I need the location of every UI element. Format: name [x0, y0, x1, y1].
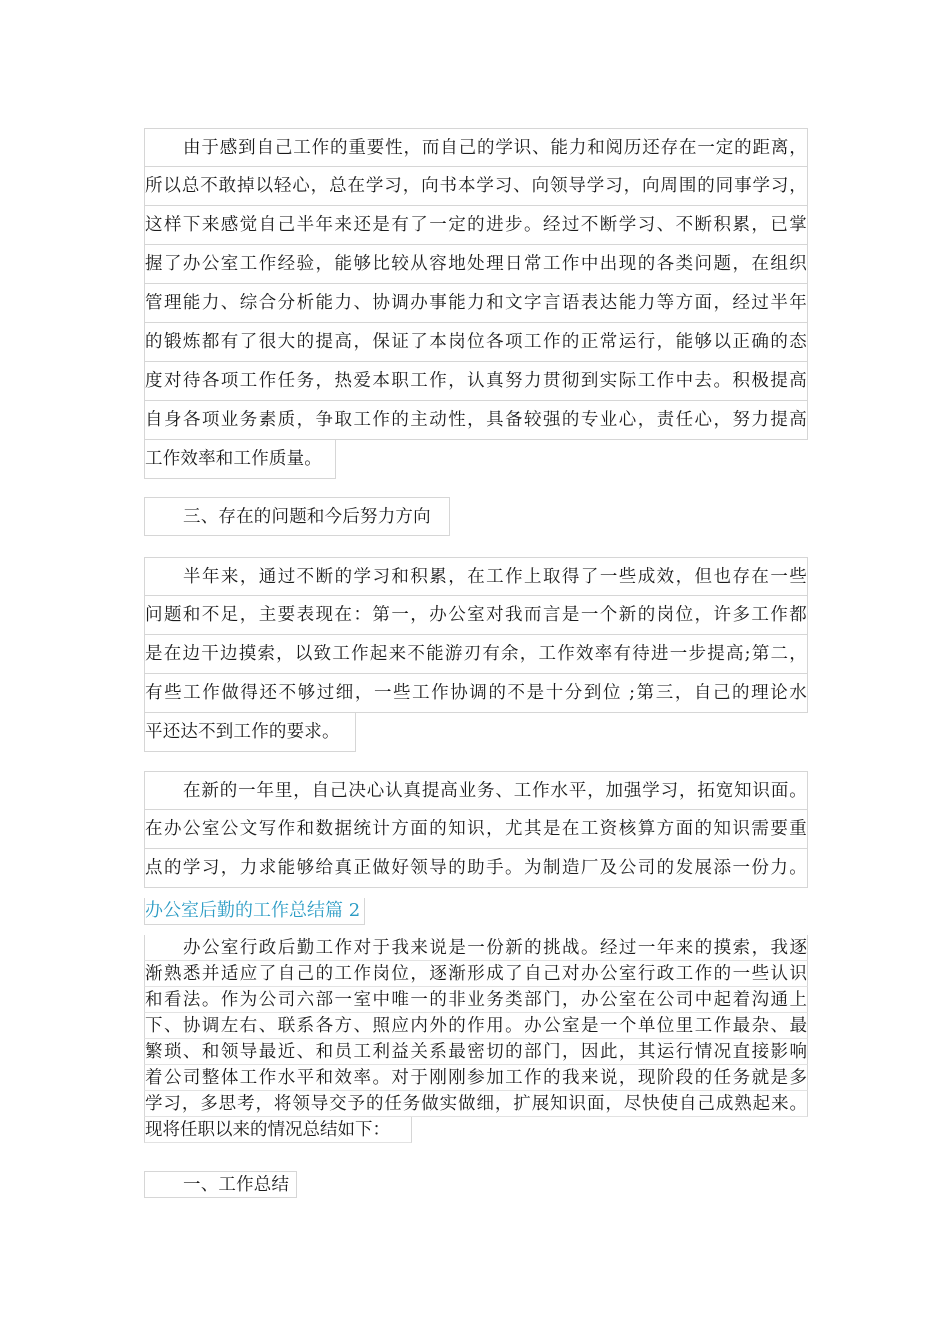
text-line: 问题和不足，主要表现在：第一，办公室对我而言是一个新的岗位，许多工作都 [144, 596, 808, 635]
text-line: 在办公室公文写作和数据统计方面的知识，尤其是在工资核算方面的知识需要重 [144, 810, 808, 849]
text-line: 办公室行政后勤工作对于我来说是一份新的挑战。经过一年来的摸索，我逐 [144, 935, 808, 961]
heading-work-summary [144, 1171, 297, 1198]
text-line: 由于感到自己工作的重要性，而自己的学识、能力和阅历还存在一定的距离， [144, 128, 808, 167]
text-line: 现将任职以来的情况总结如下： [144, 1117, 412, 1143]
text-line: 是在边干边摸索，以致工作起来不能游刃有余，工作效率有待进一步提高;第二， [144, 635, 808, 674]
section-title: 办公室后勤的工作总结篇 2 [144, 898, 365, 925]
text-line: 下、协调左右、联系各方、照应内外的作用。办公室是一个单位里工作最杂、最 [144, 1013, 808, 1039]
paragraph-problems [144, 557, 808, 752]
text-line: 点的学习，力求能够给真正做好领导的助手。为制造厂及公司的发展添一份力。 [144, 849, 808, 888]
text-line: 握了办公室工作经验，能够比较从容地处理日常工作中出现的各类问题，在组织 [144, 245, 808, 284]
text-line: 在新的一年里，自己决心认真提高业务、工作水平，加强学习，拓宽知识面。 [144, 771, 808, 810]
text-line: 工作效率和工作质量。 [144, 440, 336, 479]
text-line: 度对待各项工作任务，热爱本职工作，认真努力贯彻到实际工作中去。积极提高 [144, 362, 808, 401]
text-line: 平还达不到工作的要求。 [144, 713, 356, 752]
heading-text: 一、工作总结 [144, 1171, 297, 1198]
text-line: 渐熟悉并适应了自己的工作岗位，逐渐形成了自己对办公室行政工作的一些认识 [144, 961, 808, 987]
text-line: 繁琐、和领导最近、和员工利益关系最密切的部门，因此，其运行情况直接影响 [144, 1039, 808, 1065]
text-line: 学习，多思考，将领导交予的任务做实做细，扩展知识面，尽快使自己成熟起来。 [144, 1091, 808, 1117]
text-line: 有些工作做得还不够过细，一些工作协调的不是十分到位 ;第三，自己的理论水 [144, 674, 808, 713]
heading-text: 三、存在的问题和今后努力方向 [144, 497, 450, 536]
heading-problems [144, 497, 450, 536]
text-line: 和看法。作为公司六部一室中唯一的非业务类部门，办公室在公司中起着沟通上 [144, 987, 808, 1013]
paragraph-introduction [144, 935, 808, 1143]
text-line: 的锻炼都有了很大的提高，保证了本岗位各项工作的正常运行，能够以正确的态 [144, 323, 808, 362]
paragraph-plans [144, 771, 808, 888]
text-line: 这样下来感觉自己半年来还是有了一定的进步。经过不断学习、不断积累，已掌 [144, 206, 808, 245]
text-line: 管理能力、综合分析能力、协调办事能力和文字言语表达能力等方面，经过半年 [144, 284, 808, 323]
text-line: 半年来，通过不断的学习和积累，在工作上取得了一些成效，但也存在一些 [144, 557, 808, 596]
text-line: 着公司整体工作水平和效率。对于刚刚参加工作的我来说，现阶段的任务就是多 [144, 1065, 808, 1091]
paragraph-progress [144, 128, 808, 479]
text-line: 所以总不敢掉以轻心，总在学习，向书本学习、向领导学习，向周围的同事学习， [144, 167, 808, 206]
text-line: 自身各项业务素质，争取工作的主动性，具备较强的专业心，责任心，努力提高 [144, 401, 808, 440]
